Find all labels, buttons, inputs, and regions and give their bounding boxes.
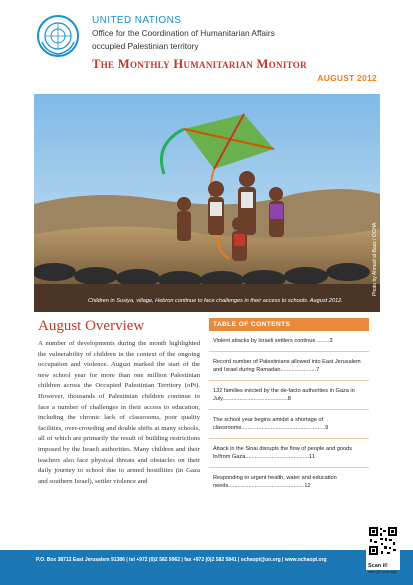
issue-date: AUGUST 2012 (317, 73, 377, 83)
publication-title: The Monthly Humanitarian Monitor (92, 57, 307, 71)
un-emblem-icon (36, 14, 80, 58)
overview-body: A number of developments during the month highlighted the vulnerability of children in the context of the ongoing occupation and violence. August marked the start of the new school year for more than one million Palestinian children across the Occupied Palestinian Territory (oPt). However, thousands of Palestinian children continue to face a number of challenges in their access to education, including the chronic lack of classrooms, poor quality facilities, over-crowding and double shifts at many schools, all of which are primarily the result of building restrictions imposed by the Israeli authorities. Many children and their teachers also face physical threats and obstacles on their daily journey to school due to armed hostilities (in Gaza and southern Israel), settler violence and (38, 340, 200, 485)
qr-sublabel: with QR code App (368, 570, 397, 574)
toc-item[interactable]: 132 families evicted by the de-facto authorities in Gaza in July..........................................8 (209, 381, 369, 410)
toc-item[interactable]: Record number of Palestinians allowed into East Jerusalem and Israel during Ramadan.......................7 (209, 352, 369, 381)
toc-item[interactable]: The school year begins amidst a shortage of classrooms......................................................9 (209, 410, 369, 439)
table-of-contents (209, 318, 369, 496)
masthead (0, 0, 413, 92)
qr-label: Scan it! (368, 563, 388, 569)
qr-code-icon (366, 524, 400, 562)
toc-header: TABLE OF CONTENTS (209, 318, 369, 331)
toc-item[interactable]: Attack in the Sinai disrupts the flow of people and goods to/from Gaza.........................................11 (209, 439, 369, 468)
photo-credit: Photo by Ahmad al-Bazz / OCHA (372, 222, 378, 296)
toc-list (209, 331, 369, 496)
toc-item[interactable]: Responding to urgent health, water and education needs.................................................12 (213, 475, 337, 489)
overview-heading: August Overview (38, 318, 145, 334)
footer-bar (0, 550, 413, 585)
office-name: Office for the Coordination of Humanitarian Affairs (92, 28, 275, 38)
cover-photo (34, 94, 380, 312)
org-name: UNITED NATIONS (92, 15, 182, 26)
photo-caption: Children in Susiya, village, Hebron continue to face challenges in their access to schools. August 2012. (88, 298, 343, 304)
territory-name: occupied Palestinian territory (92, 41, 199, 51)
toc-item[interactable]: Violent attacks by Israeli settlers continue ........3 (209, 331, 369, 352)
footer-contact: P.O. Box 38712 East Jerusalem 91386 | tel +972 (0)2 582 9962 | fax +972 (0)2 582 5841 | ochaopt@un.org | www.ochaopt.org (36, 557, 327, 563)
